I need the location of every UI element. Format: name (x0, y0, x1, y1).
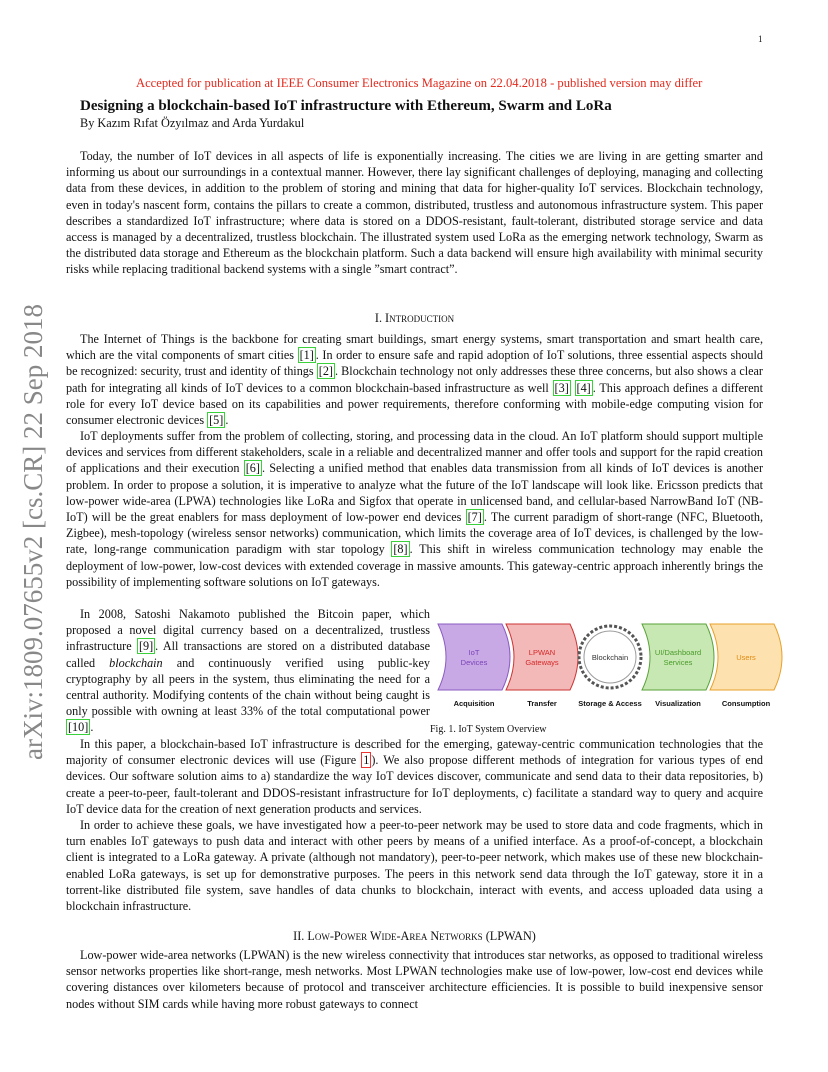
stage-label: Users (736, 653, 756, 662)
figure-caption: Fig. 1. IoT System Overview (430, 724, 547, 735)
page-number: 1 (758, 34, 763, 44)
stage-label: IoT (468, 648, 480, 657)
iot-system-overview-figure (436, 622, 792, 718)
stage-phase-label: Visualization (655, 699, 701, 708)
stage-sublabel: Services (663, 658, 693, 667)
arxiv-identifier-text: arXiv:1809.07655v2 [cs.CR] 22 Sep 2018 (18, 304, 48, 760)
arxiv-identifier (0, 0, 52, 1072)
citation-link[interactable]: [3] (554, 380, 569, 395)
stage-label: UI/Dashboard (654, 648, 702, 657)
citation-link[interactable]: [8] (393, 542, 408, 557)
paper-title: Designing a blockchain-based IoT infrastructure with Ethereum, Swarm and LoRa (80, 98, 612, 114)
stage-phase-label: Transfer (527, 699, 557, 708)
section-number: I. (374, 311, 382, 325)
figure-stage (438, 624, 510, 708)
figure-stage (578, 626, 642, 708)
stage-sublabel: Devices (460, 658, 488, 667)
section-title: Introduction (385, 311, 455, 325)
abstract: Today, the number of IoT devices in all aspects of life is exponentially increasing. The cities we are living in are getting smarter and informing us about our surroundings in a contextual manner. However, there lay significant challenges of deploying, managing and collecting data from these devices, in addition to the problem of storing and mining that data for higher-quality IoT services. Blockchain technology, even in today's nascent form, contains the pillars to create a common, distributed, trustless and autonomous infrastructure system. This paper describes a standardized IoT infrastructure; where data is stored on a DDOS-resistant, fault-tolerant, distributed storage service and data access is managed by a decentralized, trustless blockchain. The illustrated system used LoRa as the emerging network technology, Swarm as the distributed data storage and Ethereum as the blockchain platform. Such a data backend will ensure high availability with minimal security risks while replacing traditional backend systems with a single ”smart contract”. (66, 149, 763, 277)
stage-sublabel: Gateways (525, 658, 559, 667)
citation-link[interactable]: [7] (467, 510, 482, 525)
intro-paragraph-1: The Internet of Things is the backbone for creating smart buildings, smart energy systems, smart transportation and smart health care, which are the vital components of smart cities [1] . In order to ensure safe and rapid adoption of IoT solutions, three essential aspects should be recognized: security, trust and identity of things [2] . Blockchain technology not only addresses these three concerns, but also shows a clear path for integrating all kinds of IoT devices to a common blockchain-based infrastructure as well [3] [4] . This approach defines a different role for every IoT device based on its capabilities and power requirements, therefore conforming with mobile-edge computing vision for consumer electronic devices [5] . (66, 332, 764, 428)
lpwan-paragraph-1: Low-power wide-area networks (LPWAN) is the new wireless connectivity that introduces star networks, as opposed to traditional wireless sensor networks properties like short-range, mesh networks. Most LPWAN technologies make use of low-power, low-cost end devices while covering distances over kilometers because of protocol and transceiver architecture efficiencies. It is possible to build inexpensive sensor nodes without SIM cards while having more robust gateways to connect (66, 948, 763, 1011)
section-title: Low-Power Wide-Area Networks (LPWAN) (307, 929, 536, 943)
figure-reference-link[interactable]: 1 (363, 753, 370, 768)
stage-phase-label: Acquisition (453, 699, 495, 708)
citation-link[interactable]: [9] (138, 639, 154, 654)
intro-paragraph-2: IoT deployments suffer from the problem of collecting, storing, and processing data in the cloud. An IoT platform should support multiple devices and services from different stakeholders, scale in a reliable and decentralized manner and offer tools and support for the rapid creation of applications and their execution [6] . Selecting a unified method that enables data transmission from all kinds of IoT devices is another problem. In order to propose a solution, it is imperative to analyze what the future of the IoT landscape will look like. Ericsson predicts that low-power wide-area (LPWA) technologies like LoRa and Sigfox that operate in unlicensed band, and cellular-based NarrowBand IoT (NB-IoT) will be the great enablers for mass deployment of low-power end devices [7] . The current paradigm of short-range (NFC, Bluetooth, Zigbee), mesh-topology (wireless sensor networks) communication, which limits the coverage area of IoT devices, is challenged by the low-rate, long-range communication paradigm with star topology [8] . This shift in wireless communication technology may enable the deployment of low-power, low-cost devices with extended coverage in massive amounts. This gateway-centric approach inherently brings the possibility of implementing software solutions on IoT gateways. (66, 429, 763, 589)
citation-link[interactable]: [4] (576, 380, 591, 395)
intro-paragraph-3: In 2008, Satoshi Nakamoto published the Bitcoin paper, which proposed a novel digital currency based on a decentralized, trustless infrastructure [9] . All transactions are stored on a distributed database called blockchain and continuously verified using public-key cryptography by all peers in the system, thus eliminating the need for a central authority. Modifying contents of the chain without being caught is only possible with owning at least 33% of the total computational power [10] . (66, 607, 430, 735)
citation-link[interactable]: [6] (245, 461, 260, 476)
stage-chevron-shape (438, 624, 510, 690)
publication-notice: Accepted for publication at IEEE Consumer Electronics Magazine on 22.04.2018 - published version may differ (136, 76, 703, 90)
citation-link[interactable]: [2] (318, 364, 333, 379)
section-number: II. (293, 929, 305, 943)
citation-link[interactable]: [1] (299, 348, 314, 363)
stage-chevron-shape (506, 624, 578, 690)
figure-stage (506, 624, 578, 708)
stage-label: Blockchain (591, 653, 629, 662)
intro-paragraph-4: In this paper, a blockchain-based IoT infrastructure is described for the emerging, gateway-centric communication technologies that the majority of consumer electronic devices will use (Figure 1 ). We also propose different methods of integration for various types of end devices. Our software solution aims to a) standardize the way IoT devices discover, communicate and send data to their data repositories, b) create a peer-to-peer, fault-tolerant and DDOS-resistant infrastructure for IoT deployments, c) facilitate a standard way to query and acquire IoT device data for the creation of next generation products and services. (66, 737, 764, 816)
stage-label: LPWAN (528, 648, 556, 657)
citation-link[interactable]: [10] (68, 720, 89, 735)
figure-stage (642, 624, 714, 708)
intro-paragraph-5: In order to achieve these goals, we have investigated how a peer-to-peer network may be used to store data and code fragments, which in turn enables IoT gateways to push data and interact with other peers by means of a unified interface. As a proof-of-concept, a blockchain client is integrated to a LoRa gateway. A private (although not mandatory), peer-to-peer network, which makes use of these new blockchain-enabled LoRa gateways, is set up for demonstrative purposes. The peers in this network send data through the IoT gateway, store it in a torrent-like distributed file system, save handles of data chunks to blockchain, interact with events, and access uploaded data using a blockchain infrastructure. (66, 818, 763, 914)
stage-phase-label: Storage & Access (578, 699, 642, 708)
section-heading-lpwan (66, 929, 763, 944)
figure-stage (710, 624, 782, 708)
citation-link[interactable]: [5] (209, 413, 224, 428)
section-heading-introduction (66, 311, 763, 326)
paper-authors: By Kazım Rıfat Özyılmaz and Arda Yurdakul (80, 116, 305, 130)
stage-phase-label: Consumption (721, 699, 771, 708)
stage-chevron-shape (642, 624, 714, 690)
